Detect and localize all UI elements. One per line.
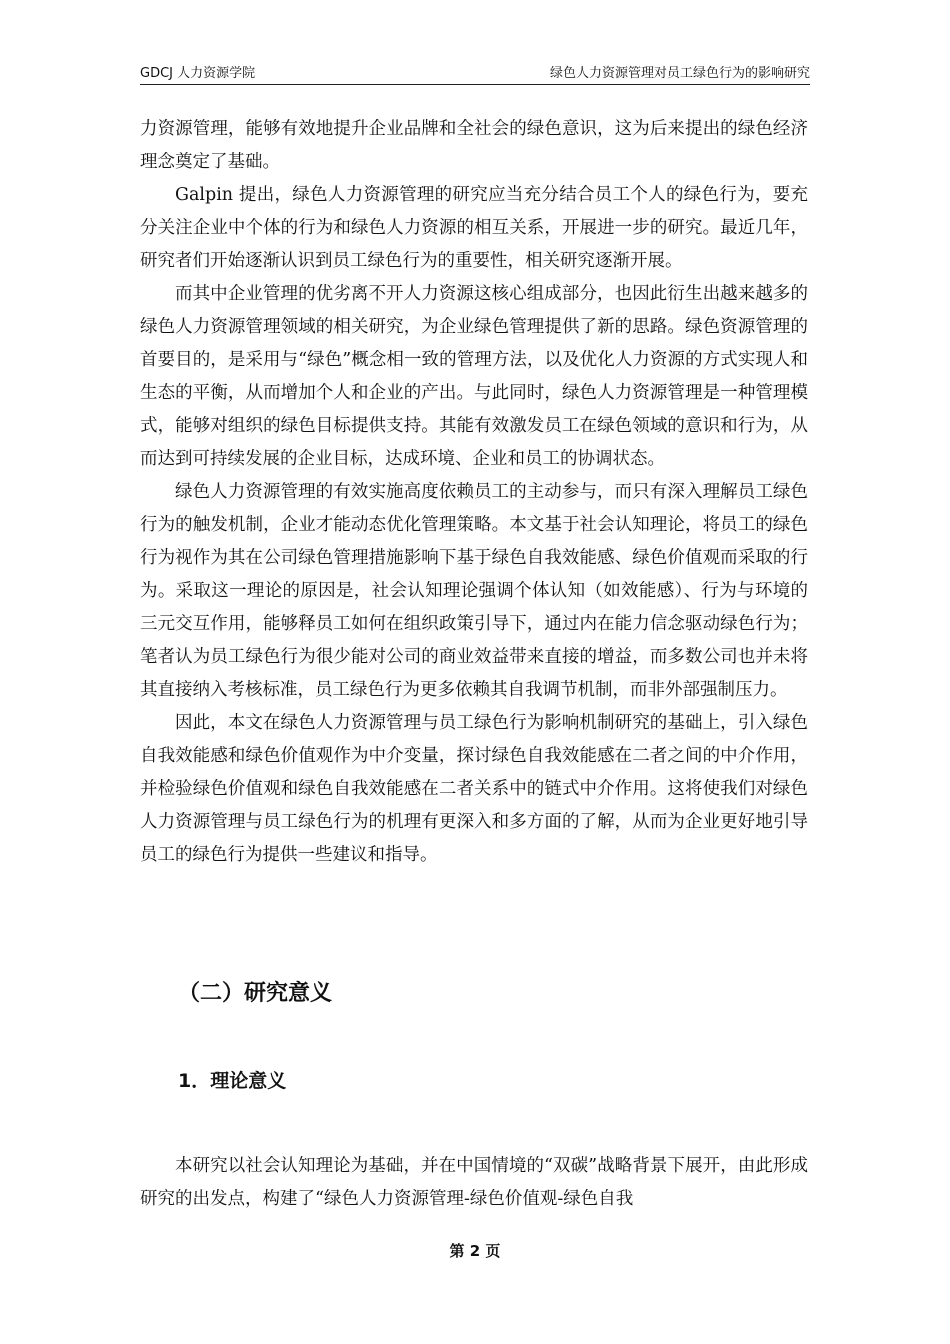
- paragraph-continued: 力资源管理，能够有效地提升企业品牌和全社会的绿色意识，这为后来提出的绿色经济理念奠定了基础。: [140, 119, 808, 172]
- subsection-heading: 1．理论意义: [178, 1070, 287, 1092]
- paragraph-theoretical-significance: 本研究以社会认知理论为基础，并在中国情境的“双碳”战略背景下展开，由此形成研究的出发点，构建了“绿色人力资源管理-绿色价值观-绿色自我: [140, 1156, 808, 1209]
- section-heading: （二）研究意义: [178, 981, 333, 1006]
- paragraph-mediation: 因此，本文在绿色人力资源管理与员工绿色行为影响机制研究的基础上，引入绿色自我效能感和绿色价值观作为中介变量，探讨绿色自我效能感在二者之间的中介作用，并检验绿色价值观和绿色自我效能感在二者关系中的链式中介作用。这将使我们对绿色人力资源管理与员工绿色行为的机理有更深入和多方面的了解，从而为企业更好地引导员工的绿色行为提供一些建议和指导。: [140, 713, 808, 865]
- paragraph-galpin: Galpin 提出，绿色人力资源管理的研究应当充分结合员工个人的绿色行为，要充分关注企业中个体的行为和绿色人力资源的相互关系，开展进一步的研究。最近几年，研究者们开始逐渐认识到员工绿色行为的重要性，相关研究逐渐开展。: [140, 185, 808, 271]
- body-text-tail: [140, 1150, 808, 1216]
- paragraph-social-cognitive-theory: 绿色人力资源管理的有效实施高度依赖员工的主动参与，而只有深入理解员工绿色行为的触发机制，企业才能动态优化管理策略。本文基于社会认知理论，将员工的绿色行为视作为其在公司绿色管理措施影响下基于绿色自我效能感、绿色价值观而采取的行为。采取这一理论的原因是，社会认知理论强调个体认知（如效能感）、行为与环境的三元交互作用，能够释员工如何在组织政策引导下，通过内在能力信念驱动绿色行为；笔者认为员工绿色行为很少能对公司的商业效益带来直接的增益，而多数公司也并未将其直接纳入考核标准，员工绿色行为更多依赖其自我调节机制，而非外部强制压力。: [140, 482, 808, 700]
- header-institution: GDCJ 人力资源学院: [140, 66, 256, 81]
- paragraph-enterprise-management: 而其中企业管理的优劣离不开人力资源这核心组成部分，也因此衍生出越来越多的绿色人力资源管理领域的相关研究，为企业绿色管理提供了新的思路。绿色资源管理的首要目的，是采用与“绿色”概念相一致的管理方法，以及优化人力资源的方式实现人和生态的平衡，从而增加个人和企业的产出。与此同时，绿色人力资源管理是一种管理模式，能够对组织的绿色目标提供支持。其能有效激发员工在绿色领域的意识和行为，从而达到可持续发展的企业目标，达成环境、企业和员工的协调状态。: [140, 284, 808, 469]
- body-text: [140, 113, 808, 872]
- page-number: 第 2 页: [449, 1242, 501, 1260]
- page-header: [140, 60, 810, 85]
- header-paper-title: 绿色人力资源管理对员工绿色行为的影响研究: [549, 66, 810, 81]
